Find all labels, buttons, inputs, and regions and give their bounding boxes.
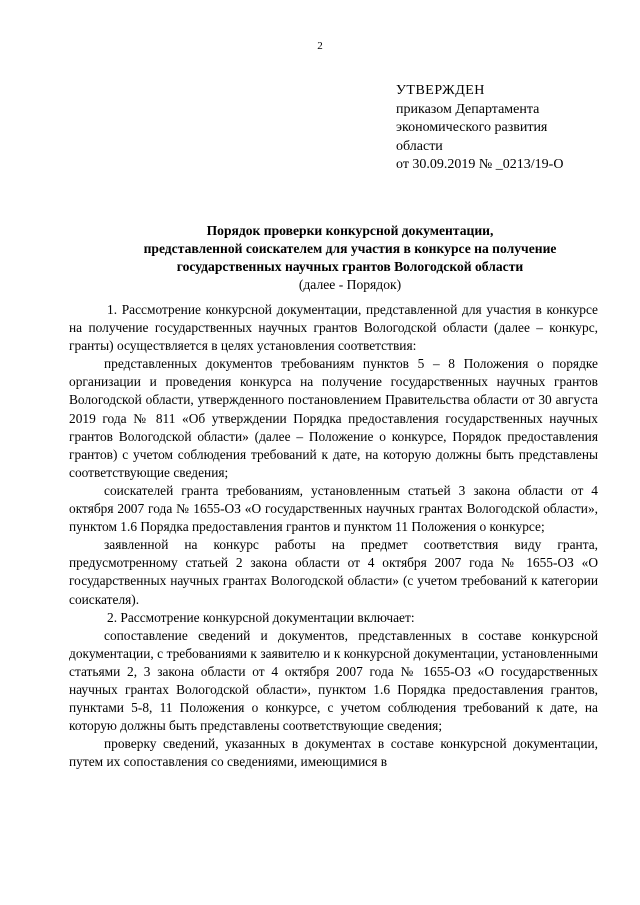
- title-line: представленной соискателем для участия в конкурсе на получение: [143, 241, 557, 256]
- document-title: [60, 222, 640, 294]
- paragraph: проверку сведений, указанных в документах в составе конкурсной документации, путем их сопоставления со сведениями, имеющимися в: [69, 736, 598, 770]
- title-line: государственных научных грантов Вологодской области: [176, 259, 524, 274]
- approval-stamp: [396, 82, 563, 175]
- approval-line: области: [396, 138, 443, 154]
- page-number: 2: [317, 40, 323, 52]
- approval-line: приказом Департамента: [396, 101, 540, 117]
- paragraph: представленных документов требованиям пунктов 5 – 8 Положения о порядке организации и проведения конкурса на получение государственных научных грантов Вологодской области, утвержденного постановлением Правительства области от 30 августа 2019 года № 811 «Об утверждении Порядка предоставления государственных научных грантов Вологодской области» (далее – Положение о конкурсе, Порядок предоставления грантов) с учетом соблюдения требований к дате, на которую должны быть представлены соответствующие сведения;: [69, 356, 598, 480]
- approval-heading: УТВЕРЖДЕН: [396, 83, 485, 98]
- paragraph-item-2: 2. Рассмотрение конкурсной документации включает:: [107, 609, 415, 625]
- title-subtitle: (далее - Порядок): [298, 277, 402, 292]
- title-line: Порядок проверки конкурсной документации,: [206, 223, 494, 238]
- paragraph: сопоставление сведений и документов, представленных в составе конкурсной документации, с требованиями к заявителю и к конкурсной документации, установленными статьями 2, 3 закона области от 4 октября 2007 года № 1655-ОЗ «О государственных научных грантах Вологодской области», пунктом 1.6 Порядка предоставления грантов, пунктами 5-8, 11 Положения о конкурсе, с учетом соблюдения требований к дате, на которую должны быть представлены соответствующие сведения;: [69, 627, 598, 734]
- paragraph: соискателей гранта требованиям, установленным статьей 3 закона области от 4 октября 2007 года № 1655-ОЗ «О государственных научных грантах Вологодской области», пунктом 1.6 Порядка предоставления грантов и пунктом 11 Положения о конкурсе;: [69, 482, 598, 535]
- approval-line: экономического развития: [396, 120, 548, 135]
- paragraph: заявленной на конкурс работы на предмет соответствия виду гранта, предусмотренному статьей 2 закона области от 4 октября 2007 года № 1655-ОЗ «О государственных научных грантах Вологодской области» (с учетом требований к категории соискателя).: [69, 537, 598, 607]
- paragraph-item-1: 1. Рассмотрение конкурсной документации, представленной для участия в конкурсе на получение государственных научных грантов Вологодской области (далее – конкурс, гранты) осуществляется в целях установления соответствия:: [69, 302, 598, 354]
- approval-date-line: от 30.09.2019 № _0213/19-О: [396, 157, 564, 172]
- document-body: [69, 301, 598, 771]
